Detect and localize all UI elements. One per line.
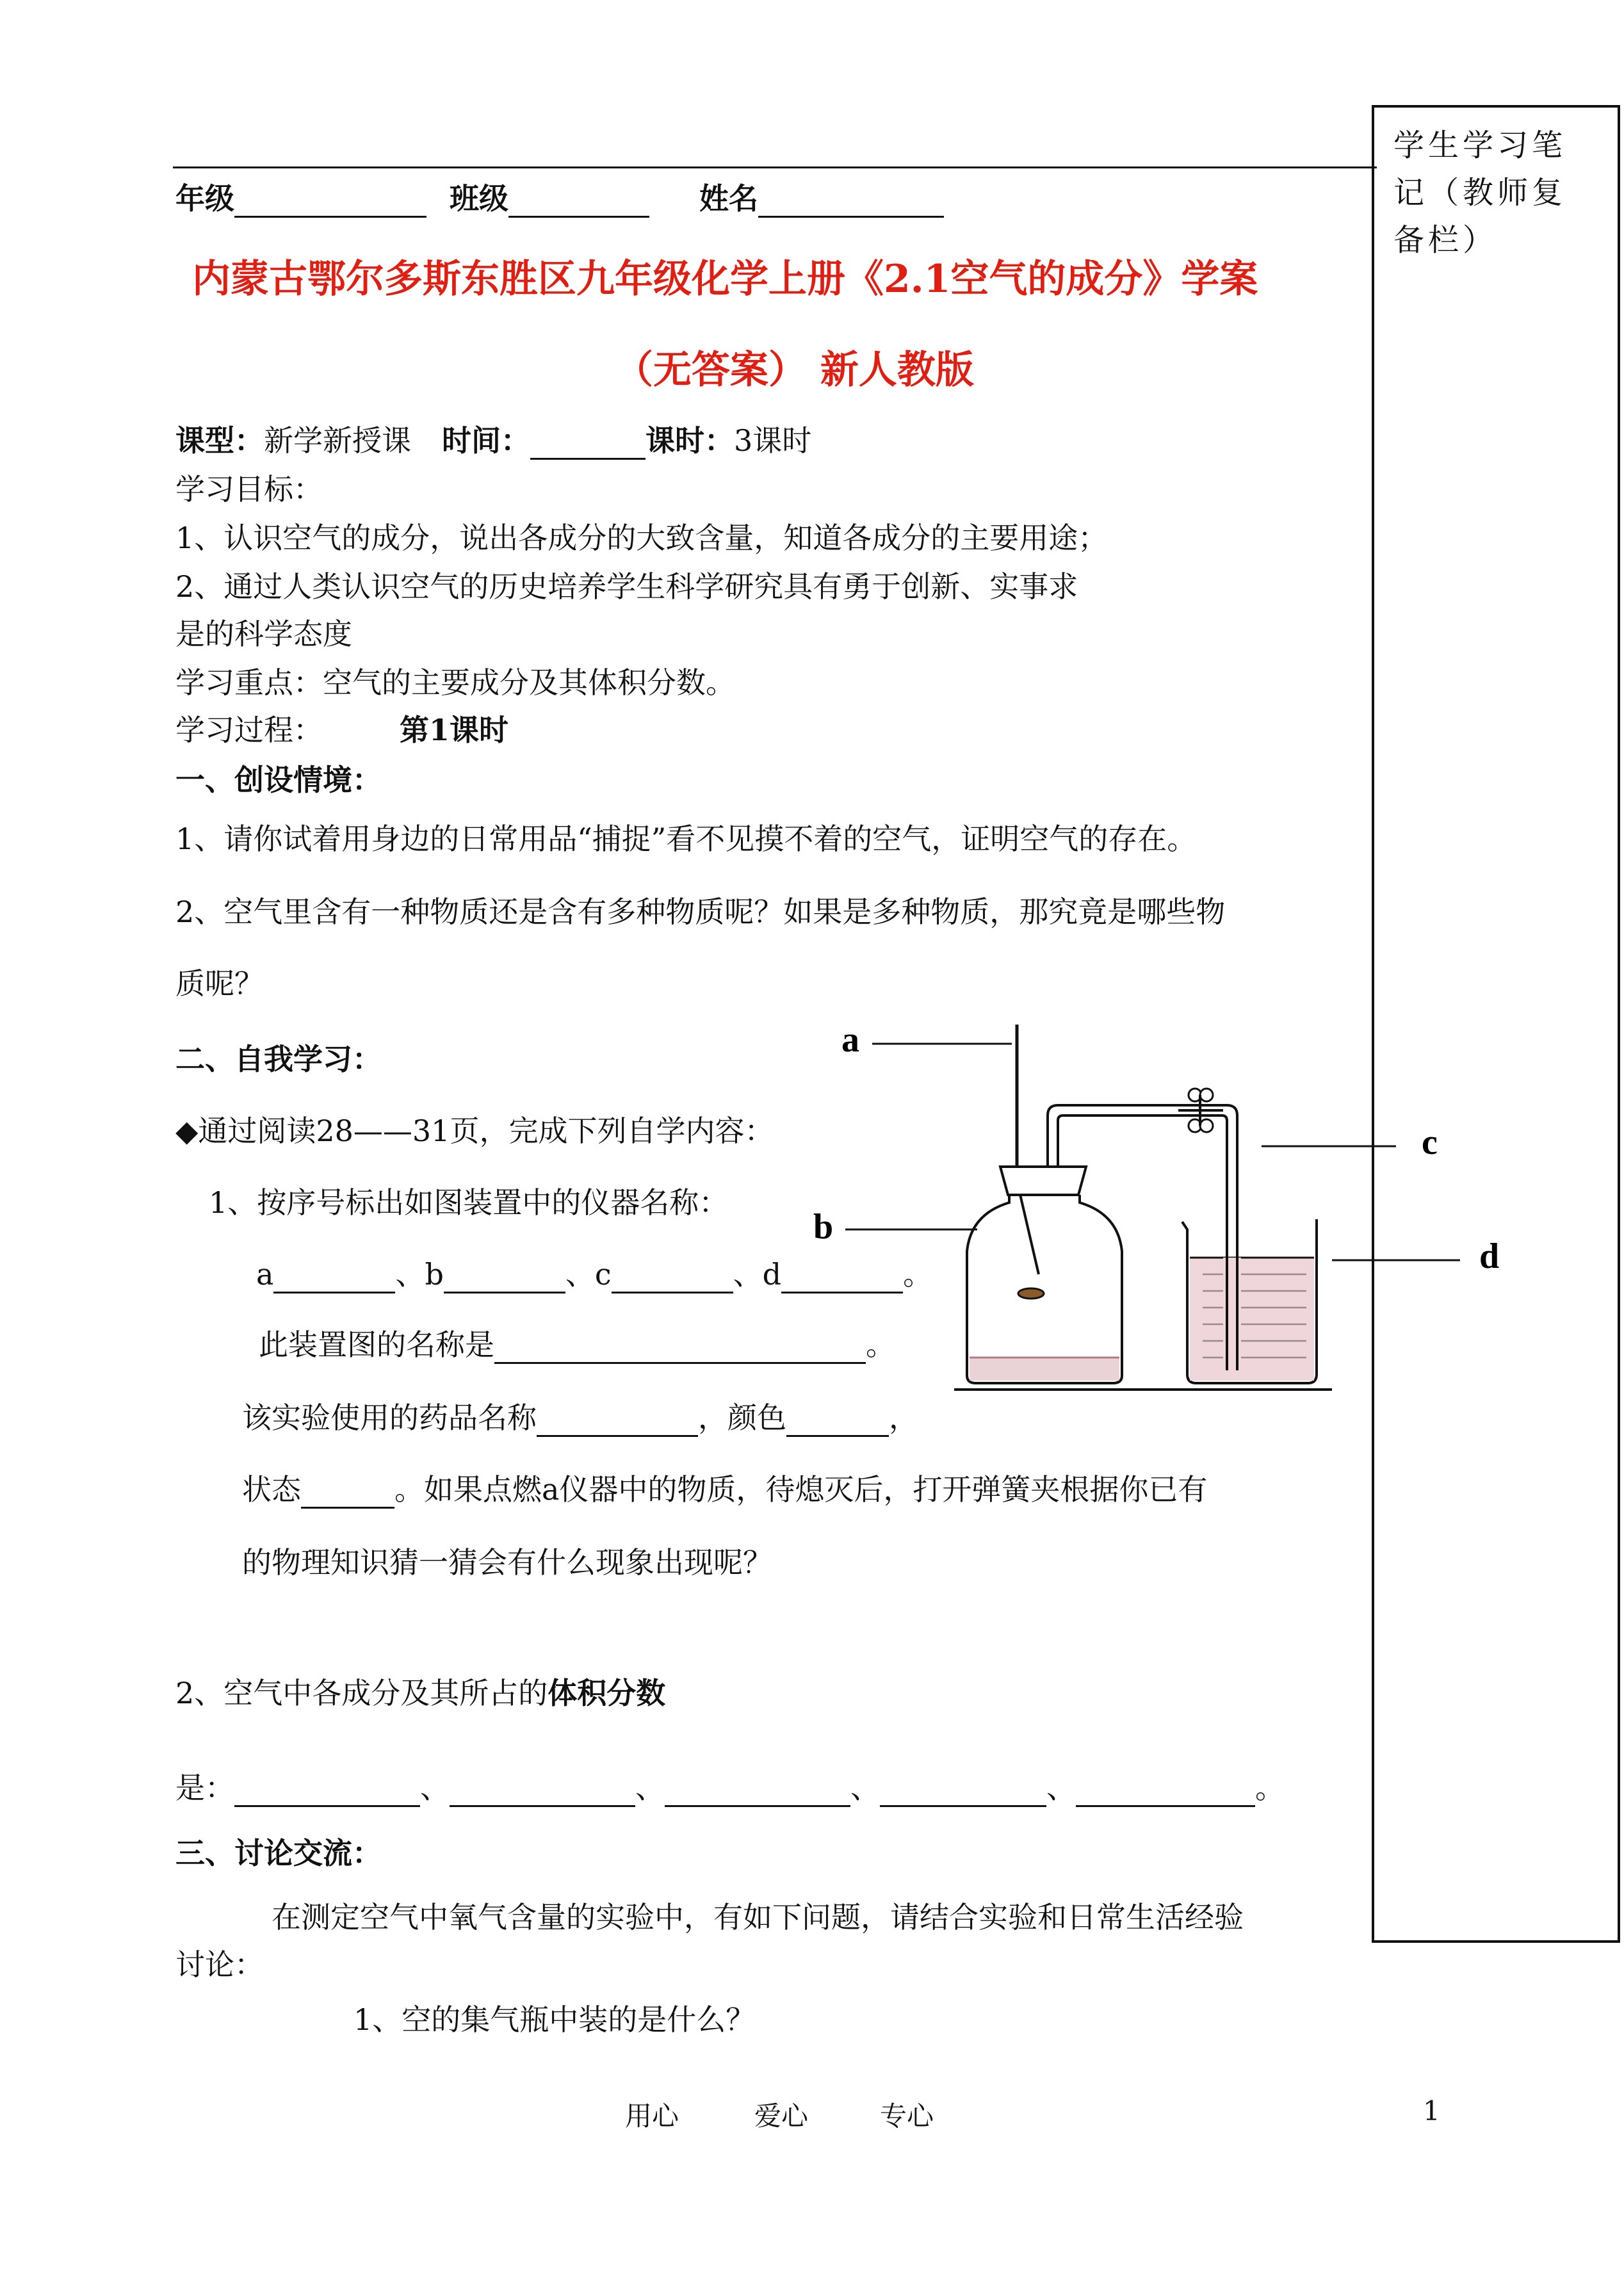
device-name-blank[interactable] bbox=[494, 1334, 866, 1364]
blank-label-b: b bbox=[425, 1257, 444, 1292]
blank-label-a: a bbox=[256, 1257, 274, 1292]
drug-label: 该实验使用的药品名称 bbox=[242, 1400, 537, 1435]
objective-2-line1: 2、通过人类认识空气的历史培养学生科学研究具有勇于创新、实事求 bbox=[175, 569, 1078, 604]
lesson-meta-row: 课型：新学新授课 时间： 课时：3课时 bbox=[175, 423, 811, 460]
state-label: 状态 bbox=[242, 1472, 301, 1507]
section-1-heading: 一、创设情境： bbox=[175, 763, 382, 797]
grade-label: 年级 bbox=[175, 181, 234, 216]
period-value: 3课时 bbox=[734, 423, 812, 458]
top-rule bbox=[173, 166, 1377, 168]
color-label: ，颜色 bbox=[698, 1400, 786, 1435]
gas-collecting-bottle bbox=[967, 1195, 1122, 1383]
diagram-label-b: b bbox=[813, 1207, 834, 1247]
objectives-heading: 学习目标： bbox=[175, 472, 323, 507]
section-3-heading: 三、讨论交流： bbox=[175, 1836, 382, 1870]
reading-instruction: ◆通过阅读28——31页，完成下列自学内容： bbox=[175, 1114, 774, 1148]
rubber-stopper bbox=[1000, 1167, 1086, 1195]
type-value: 新学新授课 bbox=[264, 423, 411, 458]
drug-row: 该实验使用的药品名称 ，颜色 ， bbox=[242, 1400, 918, 1437]
footer-word-2: 爱心 bbox=[754, 2100, 809, 2132]
section-3-intro-line1: 在测定空气中氧气含量的实验中，有如下问题，请结合实验和日常生活经验 bbox=[272, 1900, 1244, 1934]
learning-focus: 学习重点：空气的主要成分及其体积分数。 bbox=[175, 665, 735, 700]
diagram-label-c: c bbox=[1422, 1123, 1438, 1162]
is-label: 是： bbox=[175, 1771, 234, 1805]
device-name-row: 此装置图的名称是 。 bbox=[259, 1327, 895, 1364]
blank-label-c: c bbox=[594, 1257, 612, 1292]
section-3-question-1: 1、空的集气瓶中装的是什么？ bbox=[353, 2002, 756, 2037]
section-1-question-2-line1: 2、空气里含有一种物质还是含有多种物质呢？如果是多种物质，那究竟是哪些物 bbox=[175, 895, 1226, 929]
time-blank[interactable] bbox=[530, 430, 646, 460]
state-row bbox=[242, 1472, 1207, 1509]
task-2-row bbox=[175, 1675, 665, 1712]
guess-question: 的物理知识猜一猜会有什么现象出现呢？ bbox=[242, 1545, 772, 1580]
objective-2-line2: 是的科学态度 bbox=[175, 617, 352, 651]
volume-fraction-row: 是： 、 、 、 、 。 bbox=[175, 1770, 1285, 1807]
component-blank-3[interactable] bbox=[665, 1777, 850, 1807]
class-blank[interactable] bbox=[508, 188, 649, 218]
class-label: 班级 bbox=[450, 181, 508, 216]
process-label: 学习过程： bbox=[175, 713, 323, 747]
task-2-emphasis: 体积分数 bbox=[548, 1676, 666, 1710]
section-3-intro-line2: 讨论： bbox=[175, 1947, 264, 1982]
apparatus-diagram bbox=[813, 999, 1524, 1396]
spring-clamp bbox=[1178, 1089, 1223, 1132]
diagram-label-a: a bbox=[841, 1020, 859, 1060]
state-blank[interactable] bbox=[301, 1479, 394, 1509]
beaker-water bbox=[1190, 1258, 1314, 1381]
objective-1: 1、认识空气的成分，说出各成分的大致含量，知道各成分的主要用途； bbox=[175, 521, 1108, 555]
lesson-label: 第1课时 bbox=[400, 713, 509, 747]
footer-word-1: 用心 bbox=[625, 2100, 679, 2132]
task-2-label: 2、空气中各成分及其所占的 bbox=[175, 1676, 548, 1710]
process-row bbox=[175, 712, 508, 749]
component-blank-4[interactable] bbox=[880, 1777, 1046, 1807]
section-1-question-1: 1、请你试着用身边的日常用品“捕捉”看不见摸不着的空气，证明空气的存在。 bbox=[175, 822, 1197, 856]
time-label: 时间： bbox=[442, 423, 530, 458]
type-label: 课型 bbox=[175, 423, 234, 458]
blank-label-d: d bbox=[762, 1257, 782, 1292]
name-label: 姓名 bbox=[699, 181, 758, 216]
bottle-water bbox=[970, 1358, 1119, 1381]
section-2-heading: 二、自我学习： bbox=[175, 1042, 382, 1076]
footer-word-3: 专心 bbox=[880, 2100, 934, 2132]
component-blank-2[interactable] bbox=[450, 1777, 635, 1807]
grade-blank[interactable] bbox=[234, 188, 426, 218]
section-1-question-2-line2: 质呢？ bbox=[175, 966, 264, 1001]
combustion-spoon bbox=[1018, 1288, 1044, 1299]
period-label: 课时 bbox=[646, 423, 704, 458]
device-name-label: 此装置图的名称是 bbox=[259, 1327, 494, 1362]
instrument-c-blank[interactable] bbox=[612, 1263, 733, 1293]
state-text: 。如果点燃a仪器中的物质，待熄灭后，打开弹簧夹根据你已有 bbox=[394, 1472, 1208, 1507]
component-blank-5[interactable] bbox=[1076, 1777, 1255, 1807]
page-subtitle: （无答案） 新人教版 bbox=[615, 348, 974, 393]
instrument-b-blank[interactable] bbox=[444, 1263, 565, 1293]
instrument-a-blank[interactable] bbox=[273, 1263, 395, 1293]
component-blank-1[interactable] bbox=[234, 1777, 420, 1807]
diagram-label-d: d bbox=[1479, 1237, 1500, 1276]
page-title: 内蒙古鄂尔多斯东胜区九年级化学上册《2.1空气的成分》学案 bbox=[192, 257, 1258, 302]
task-1-instruction: 1、按序号标出如图装置中的仪器名称： bbox=[209, 1185, 729, 1220]
drug-name-blank[interactable] bbox=[537, 1407, 698, 1437]
notes-sidebar-label: 学生学习笔记（教师复备栏） bbox=[1393, 127, 1567, 258]
color-blank[interactable] bbox=[786, 1407, 889, 1437]
instrument-blanks-row: a 、b 、c 、d 。 bbox=[256, 1256, 932, 1293]
name-blank[interactable] bbox=[758, 188, 944, 218]
student-info-row bbox=[175, 181, 944, 218]
page-number: 1 bbox=[1423, 2095, 1440, 2127]
